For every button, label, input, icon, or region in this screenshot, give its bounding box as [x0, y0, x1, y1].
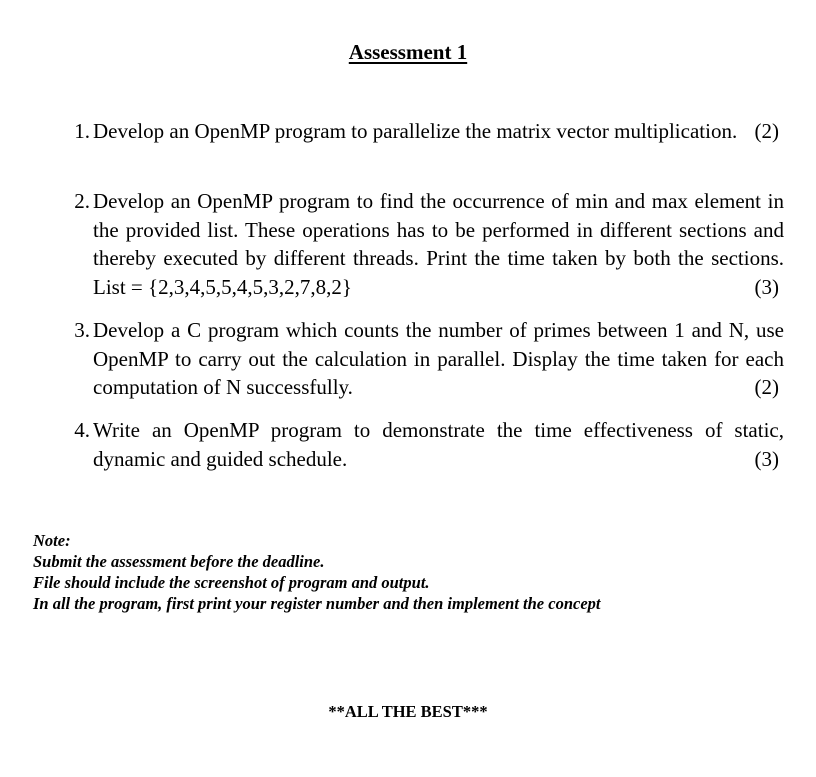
question-body: [93, 416, 784, 473]
question-4: [60, 416, 784, 473]
question-body: [93, 316, 784, 402]
question-marks: (3): [754, 275, 779, 300]
question-marks: (2): [754, 375, 779, 400]
note-section: [33, 530, 600, 614]
question-2: [60, 187, 784, 302]
question-text: Develop a C program which counts the number of primes between 1 and N, use OpenMP to carry out the calculation in parallel. Display the time taken for each computation of N successfully.: [93, 318, 784, 400]
note-heading: Note:: [33, 531, 71, 550]
question-marks: (3): [754, 446, 779, 471]
question-text: Develop an OpenMP program to parallelize the matrix vector multiplication.: [93, 119, 738, 143]
note-line: Submit the assessment before the deadline.: [33, 552, 325, 571]
question-text: Develop an OpenMP program to find the occurrence of min and max element in the provided list. These operations has to be performed in different sections and thereby executed by different threads. Print the time taken by both the sections. List = {2,3,4,5,5,4,5,3,2,7,8,2}: [93, 189, 784, 300]
question-body: [93, 117, 784, 146]
question-text: Write an OpenMP program to demonstrate the time effectiveness of static, dynamic and guided schedule.: [93, 418, 784, 471]
question-number: 4.: [74, 418, 90, 442]
question-number: 2.: [74, 189, 90, 213]
question-1: [60, 117, 784, 146]
page-title: Assessment 1: [348, 40, 468, 64]
question-number: 3.: [74, 318, 90, 342]
question-marks: (2): [754, 119, 779, 143]
question-number: 1.: [74, 119, 90, 143]
closing-message: **ALL THE BEST***: [328, 702, 488, 721]
question-body: [93, 187, 784, 302]
question-3: [60, 316, 784, 402]
note-line: In all the program, first print your register number and then implement the concept: [33, 594, 601, 613]
note-line: File should include the screenshot of program and output.: [33, 573, 430, 592]
